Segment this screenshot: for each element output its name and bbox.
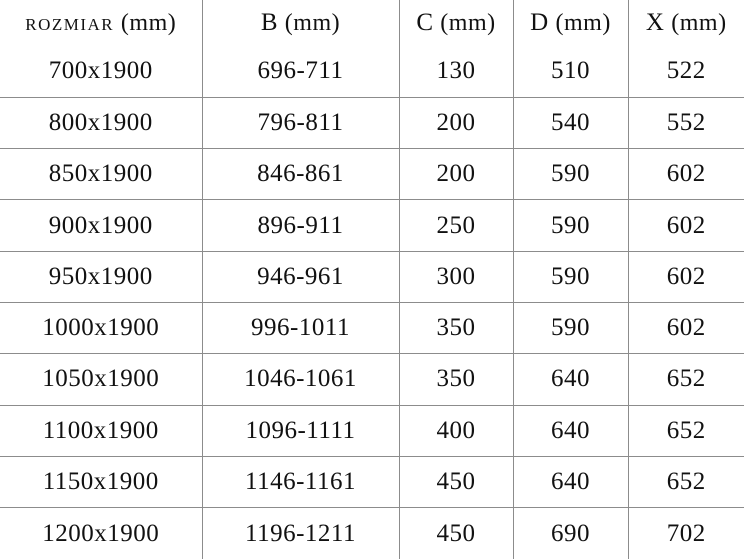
table-cell: 846-861: [202, 149, 399, 200]
header-unit: (mm): [555, 10, 611, 36]
table-row: [0, 302, 744, 353]
header-cell-c: [399, 0, 513, 46]
table-cell: 700x1900: [0, 46, 202, 97]
header-cell-x: [628, 0, 744, 46]
header-unit: (mm): [440, 10, 496, 36]
table-cell: 1196-1211: [202, 508, 399, 559]
header-unit: (mm): [284, 10, 341, 36]
table-cell: 640: [513, 354, 628, 405]
table-cell: 1200x1900: [0, 508, 202, 559]
table-cell: 590: [513, 149, 628, 200]
table-cell: 200: [399, 149, 513, 200]
table-row: [0, 354, 744, 405]
table-cell: 640: [513, 456, 628, 507]
header-label: X: [645, 9, 665, 36]
table-cell: 1000x1900: [0, 302, 202, 353]
table-cell: 850x1900: [0, 149, 202, 200]
table-cell: 300: [399, 251, 513, 302]
table-cell: 996-1011: [202, 302, 399, 353]
table-cell: 1050x1900: [0, 354, 202, 405]
table-cell: 200: [399, 97, 513, 148]
header-unit: (mm): [671, 10, 727, 36]
table-cell: 350: [399, 354, 513, 405]
table-cell: 796-811: [202, 97, 399, 148]
table-row: [0, 456, 744, 507]
header-label: ROZMIAR: [25, 15, 115, 34]
table-cell: 1146-1161: [202, 456, 399, 507]
table-cell: 652: [628, 405, 744, 456]
table-cell: 250: [399, 200, 513, 251]
table-row: [0, 46, 744, 97]
table-cell: 540: [513, 97, 628, 148]
table-cell: 602: [628, 149, 744, 200]
table-cell: 896-911: [202, 200, 399, 251]
header-cell-d: [513, 0, 628, 46]
table-cell: 602: [628, 251, 744, 302]
table-row: [0, 405, 744, 456]
table-cell: 510: [513, 46, 628, 97]
table-cell: 602: [628, 302, 744, 353]
table-cell: 1096-1111: [202, 405, 399, 456]
table-cell: 602: [628, 200, 744, 251]
table-cell: 1100x1900: [0, 405, 202, 456]
table-cell: 450: [399, 508, 513, 559]
table-cell: 652: [628, 456, 744, 507]
table-body: [0, 46, 744, 559]
table-cell: 130: [399, 46, 513, 97]
table-row: [0, 251, 744, 302]
header-unit: (mm): [120, 10, 177, 36]
table-row: [0, 200, 744, 251]
header-label: B: [260, 9, 279, 36]
table-cell: 946-961: [202, 251, 399, 302]
table-row: [0, 97, 744, 148]
table-cell: 800x1900: [0, 97, 202, 148]
table-cell: 690: [513, 508, 628, 559]
table-cell: 652: [628, 354, 744, 405]
table-cell: 590: [513, 200, 628, 251]
table-cell: 1150x1900: [0, 456, 202, 507]
header-cell-b: [202, 0, 399, 46]
table-cell: 696-711: [202, 46, 399, 97]
header-row: [0, 0, 744, 46]
table-cell: 400: [399, 405, 513, 456]
table-cell: 450: [399, 456, 513, 507]
table-row: [0, 508, 744, 559]
table-cell: 1046-1061: [202, 354, 399, 405]
table-row: [0, 149, 744, 200]
table-cell: 590: [513, 251, 628, 302]
header-label: D: [530, 9, 549, 36]
table-cell: 702: [628, 508, 744, 559]
table-cell: 552: [628, 97, 744, 148]
table-cell: 590: [513, 302, 628, 353]
table-cell: 900x1900: [0, 200, 202, 251]
header-label: C: [416, 9, 434, 36]
table-header: [0, 0, 744, 46]
header-cell-rozmiar: [0, 0, 202, 46]
table-cell: 522: [628, 46, 744, 97]
table-cell: 950x1900: [0, 251, 202, 302]
table-cell: 350: [399, 302, 513, 353]
table-cell: 640: [513, 405, 628, 456]
